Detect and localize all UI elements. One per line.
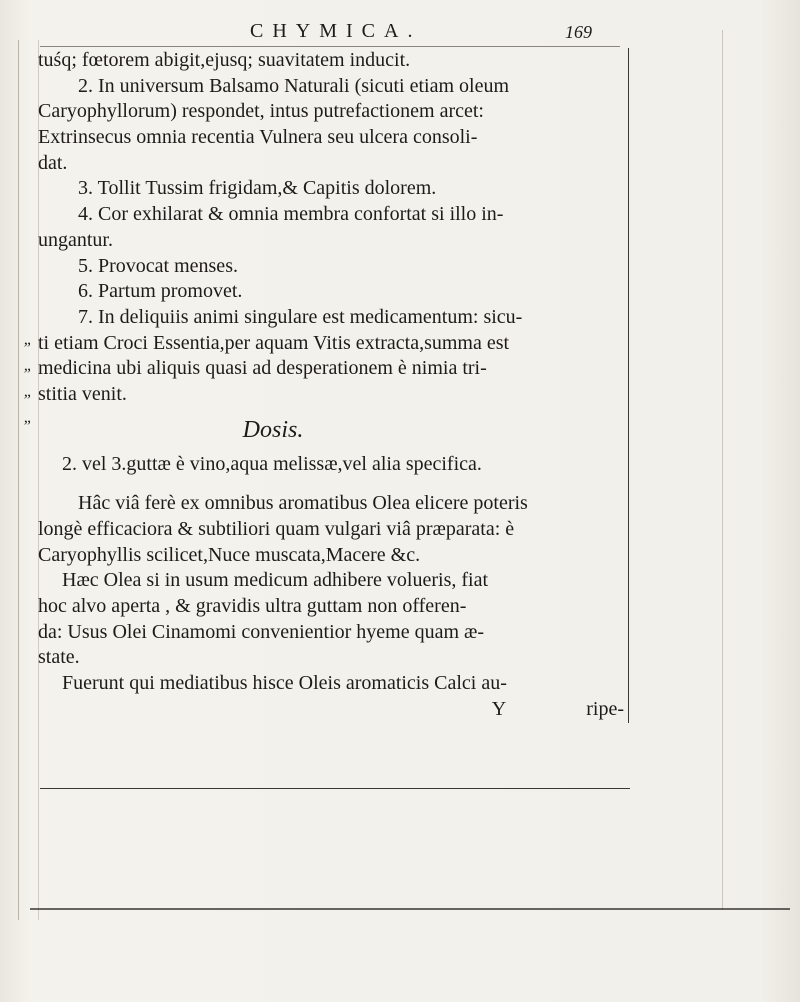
text-line: Hæc Olea si in usum medicum adhibere volueris, fiat: [62, 569, 489, 592]
text-line: 4. Cor exhilarat & omnia membra confortat si illo in-: [78, 203, 504, 226]
text-line: tuśq; fœtorem abigit,ejusq; suavitatem inducit.: [38, 49, 411, 71]
text-line: hoc alvo aperta , & gravidis ultra guttam non offeren-: [38, 595, 467, 618]
main-text-block: [38, 48, 629, 723]
text-line: ti etiam Croci Essentia,per aquam Vitis extracta,summa est: [38, 331, 510, 354]
dosis-heading: Dosis.: [242, 416, 304, 443]
text-line: 5. Provocat menses.: [78, 254, 238, 277]
text-line: ungantur.: [38, 228, 113, 251]
footer-rule: [40, 788, 630, 789]
catchword: ripe-: [586, 697, 624, 720]
page-number: 169: [565, 22, 592, 42]
left-margin-line: [18, 40, 19, 920]
text-line: Caryophyllorum) respondet, intus putrefactionem arcet:: [38, 100, 484, 123]
running-header: [40, 18, 620, 47]
right-margin-line: [722, 30, 723, 910]
quote-mark: ”: [22, 366, 31, 383]
text-line: Hâc viâ ferè ex omnibus aromatibus Olea elicere poteris: [78, 492, 528, 515]
quote-mark: ”: [22, 340, 31, 357]
text-line: 7. In deliquiis animi singulare est medicamentum: sicu-: [78, 305, 523, 328]
text-line: Caryophyllis scilicet,Nuce muscata,Macere &c.: [38, 543, 421, 566]
quote-mark: ”: [22, 392, 31, 409]
text-line: Fuerunt qui mediatibus hisce Oleis aromaticis Calci au-: [62, 672, 507, 695]
signature-mark: Y: [491, 697, 507, 720]
text-line: da: Usus Olei Cinamomi convenientior hyeme quam æ-: [38, 620, 485, 643]
text-line: 6. Partum promovet.: [78, 280, 243, 303]
running-title: CHYMICA.: [250, 20, 422, 42]
text-line: stitia venit.: [38, 382, 127, 405]
catchword-line: [38, 697, 628, 723]
text-line: Extrinsecus omnia recentia Vulnera seu ulcera consoli-: [38, 126, 478, 149]
dosis-line: 2. vel 3.guttæ è vino,aqua melissæ,vel alia specifica.: [62, 452, 482, 475]
text-line: dat.: [38, 151, 68, 174]
text-line: longè efficaciora & subtiliori quam vulgari viâ præparata: è: [38, 518, 515, 540]
quote-mark: ”: [22, 418, 31, 435]
text-line: 2. In universum Balsamo Naturali (sicuti etiam oleum: [78, 74, 510, 97]
text-line: 3. Tollit Tussim frigidam,& Capitis dolorem.: [78, 177, 437, 200]
text-line: state.: [38, 646, 80, 669]
page-bottom-edge: [30, 908, 790, 910]
text-line: medicina ubi aliquis quasi ad desperationem è nimia tri-: [38, 357, 487, 380]
